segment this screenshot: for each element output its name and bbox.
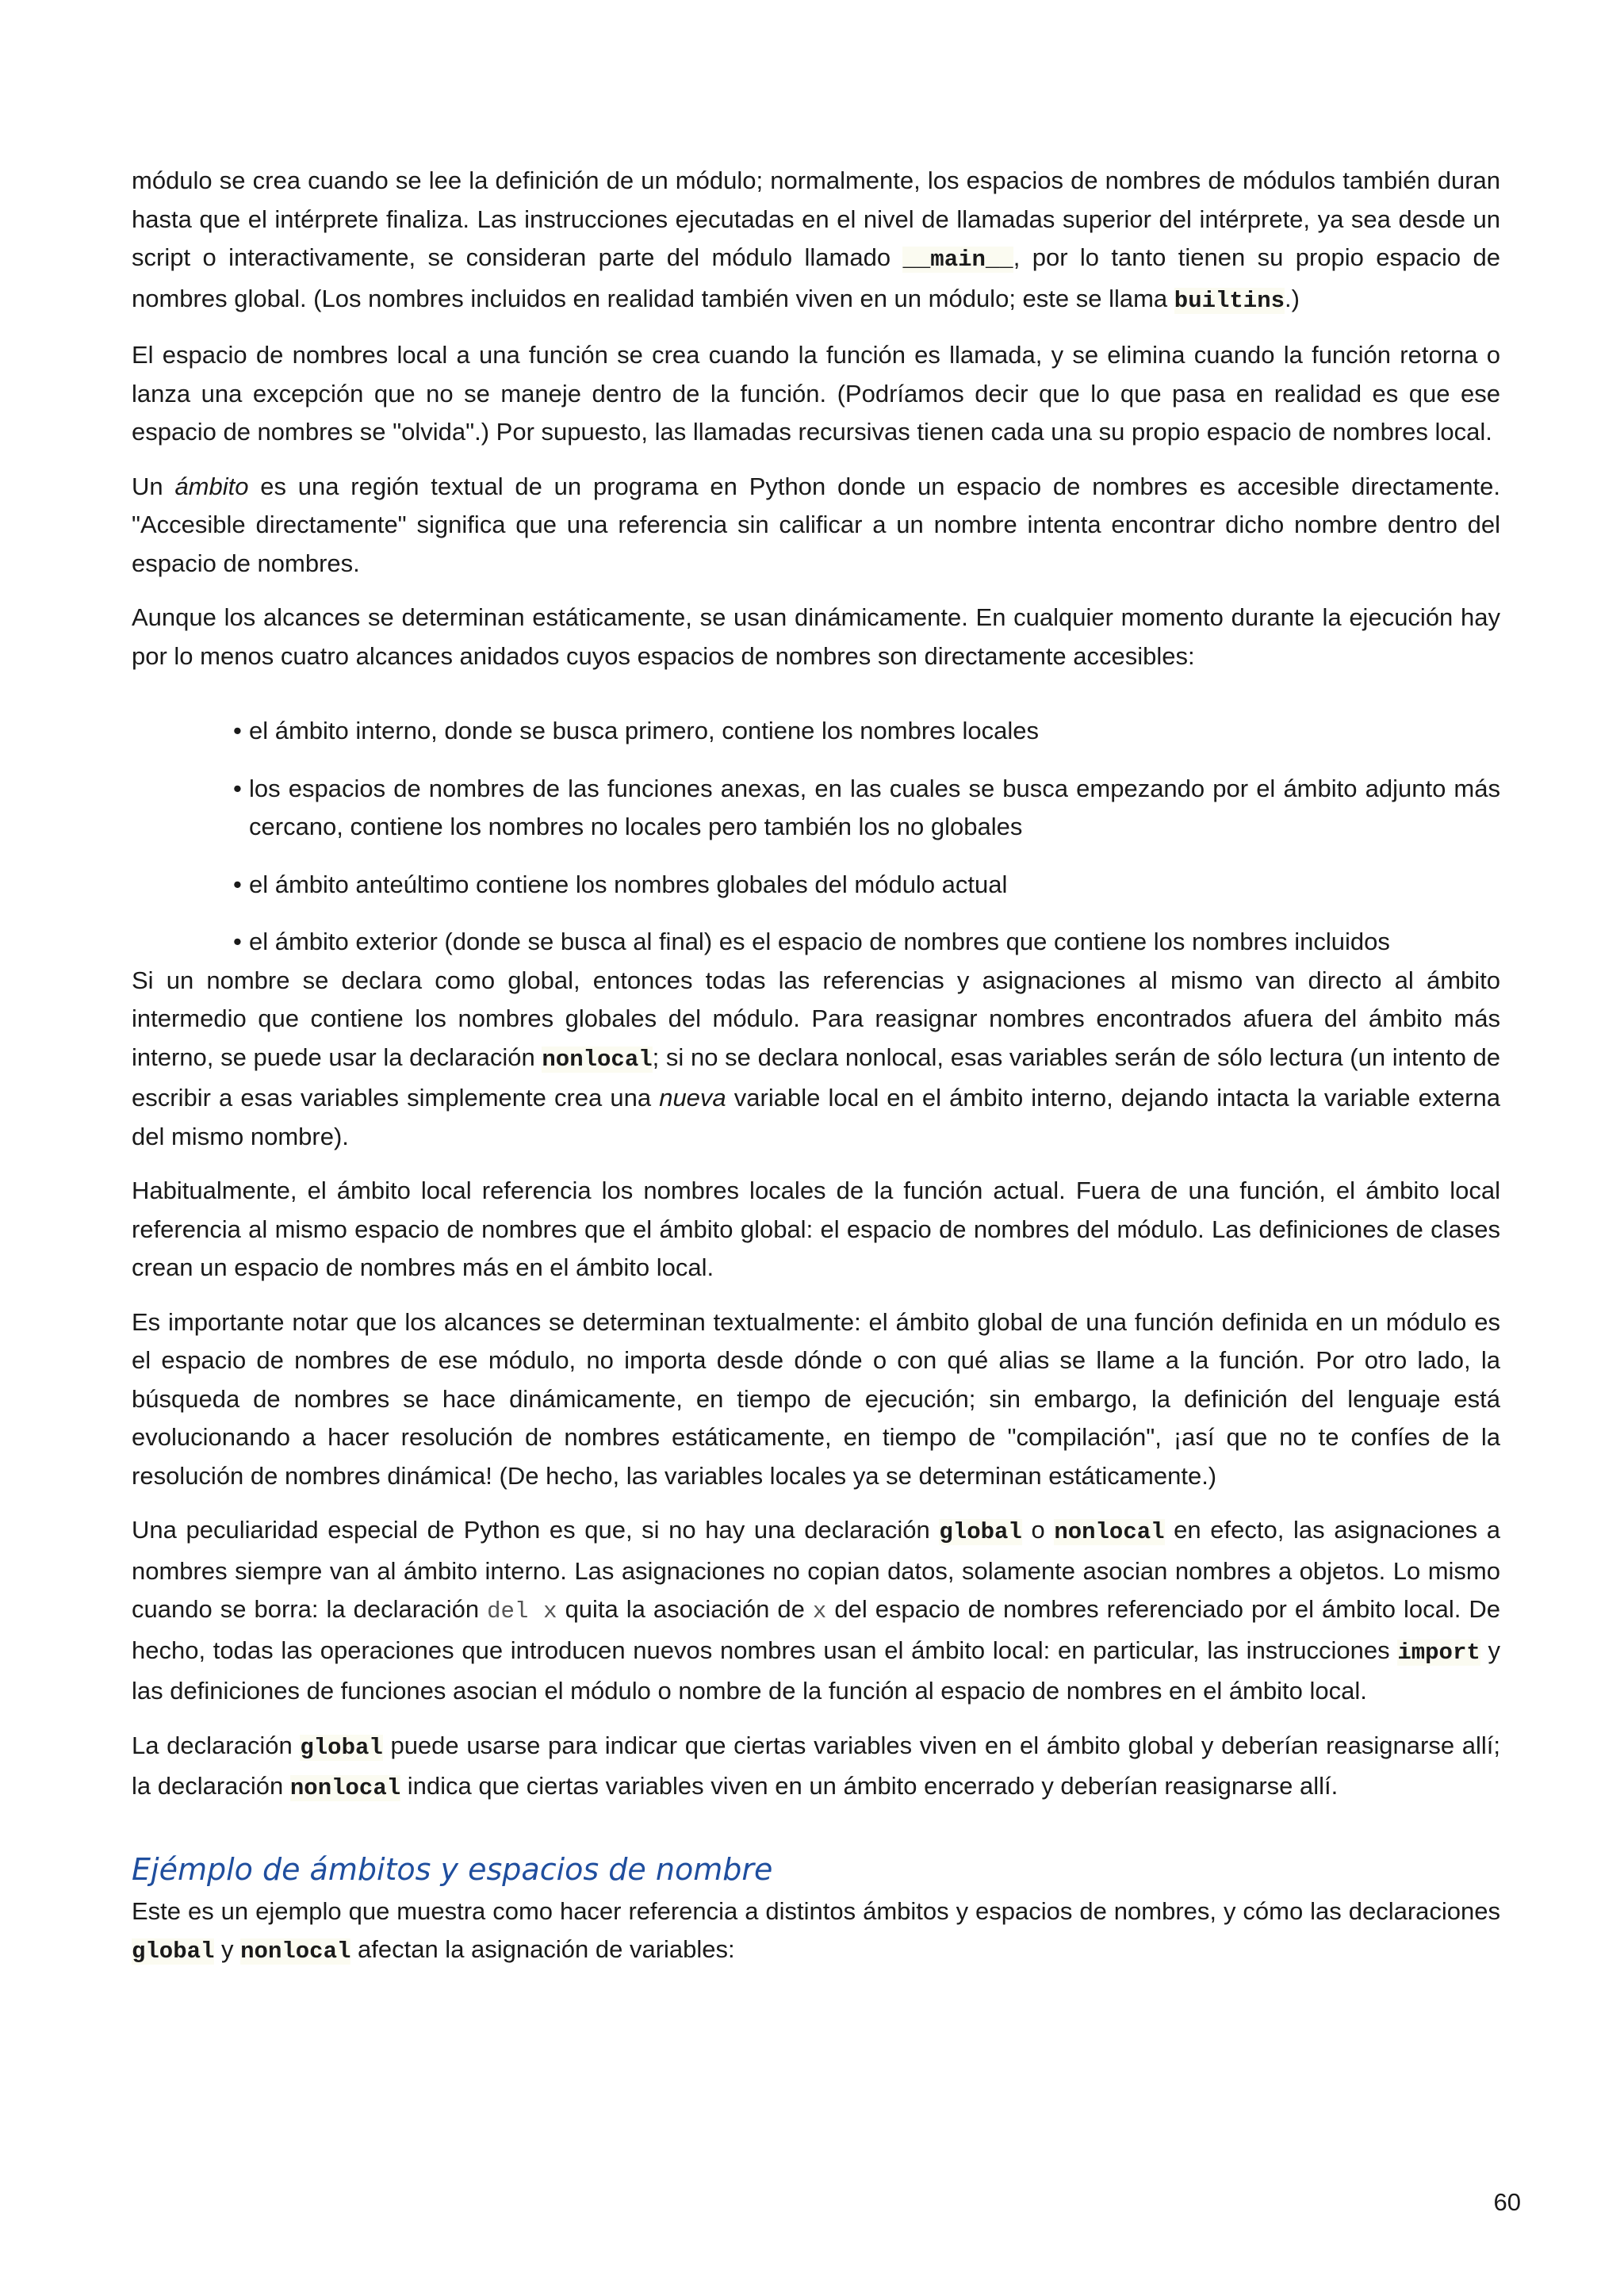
code-nonlocal: nonlocal <box>1054 1519 1165 1545</box>
paragraph-textual-scopes: Es importante notar que los alcances se determinan textualmente: el ámbito global de una función definida en un módulo es el espacio de nombres de ese módulo, no importa desde dónde o con qué alias se llame a la función. Por otro lado, la búsqueda de nombres se hace dinámicamente, en tiempo de ejecución; sin embargo, la definición del lenguaje está evolucionando a hacer resolución de nombres estáticamente, en tiempo de "compilación", ¡así que no te confíes de la resolución de nombres dinámica! (De hecho, las variables locales ya se determinan estáticamente.) <box>132 1307 1500 1490</box>
text-run: ; si no se declara nonlocal, esas variables serán de sólo lectura (un intento de escribir a esas variables simplemente crea una <box>132 1043 1500 1112</box>
list-item: • el ámbito anteúltimo contiene los nombres globales del módulo actual <box>233 866 1500 905</box>
code-nonlocal: nonlocal <box>240 1938 351 1965</box>
code-del-x: del x <box>487 1598 557 1624</box>
list-item: • el ámbito interno, donde se busca primero, contiene los nombres locales <box>233 712 1500 751</box>
text-run: indica que ciertas variables viven en un ámbito encerrado y deberían reasignarse allí. <box>400 1772 1339 1800</box>
paragraph-global-declaration <box>132 962 1500 1157</box>
paragraph-scope-definition <box>132 468 1500 584</box>
list-item: • los espacios de nombres de las funciones anexas, en las cuales se busca empezando por el ámbito adjunto más cercano, contiene los nombres no locales pero también los no globales <box>233 770 1500 847</box>
emphasis-ambito: ámbito <box>174 472 249 500</box>
text-run: , por lo tanto tienen su propio espacio de nombres global. (Los nombres incluidos en realidad también viven en un módulo; este se llama <box>132 243 1500 312</box>
code-nonlocal: nonlocal <box>542 1046 653 1073</box>
code-global: global <box>300 1734 383 1761</box>
text-run: puede usarse para indicar que ciertas variables viven en el ámbito global y deberían reasignarse allí; la declaración <box>132 1731 1500 1800</box>
scopes-list <box>132 712 1500 962</box>
paragraph-global-nonlocal <box>132 1727 1500 1808</box>
text-run: .) <box>1285 284 1300 312</box>
text-run: o <box>1021 1516 1055 1544</box>
text-run: quita la asociación de <box>557 1595 813 1623</box>
text-run: módulo se crea cuando se lee la definición de un módulo; normalmente, los espacios de nombres de módulos también duran hasta que el intérprete finaliza. Las instrucciones ejecutadas en el nivel de llamadas superior del intérprete, ya sea desde un script o interactivamente, se consideran parte del módulo llamado <box>132 166 1500 271</box>
document-page <box>132 162 1500 1988</box>
paragraph-local-namespace: El espacio de nombres local a una función se crea cuando la función es llamada, y se elimina cuando la función retorna o lanza una excepción que no se maneje dentro de la función. (Podríamos decir que lo que pasa en realidad es que ese espacio de nombres se "olvida".) Por supuesto, las llamadas recursivas tienen cada una su propio espacio de nombres local. <box>132 341 1500 446</box>
list-item: • el ámbito exterior (donde se busca al final) es el espacio de nombres que contiene los nombres incluidos <box>233 923 1500 962</box>
page-number: 60 <box>1493 2188 1521 2216</box>
text-run: del espacio de nombres referenciado por el ámbito local. De hecho, todas las operaciones que introducen nuevos nombres usan el ámbito local: en particular, las instrucciones <box>132 1595 1501 1664</box>
code-x: x <box>812 1598 827 1624</box>
text-run: afectan la asignación de variables: <box>350 1935 735 1963</box>
paragraph-example-intro <box>132 1892 1500 1972</box>
code-builtins: builtins <box>1174 287 1285 314</box>
code-nonlocal: nonlocal <box>289 1775 401 1801</box>
paragraph-module-namespace <box>132 162 1500 320</box>
text-run: en efecto, las asignaciones a nombres siempre van al ámbito interno. Las asignaciones no copian datos, solamente asocian nombres a objetos. Lo mismo cuando se borra: la declaración <box>132 1516 1501 1623</box>
text-run: es una región textual de un programa en Python donde un espacio de nombres es accesible directamente. "Accesible directamente" significa que una referencia sin calificar a un nombre intenta encontrar dicho nombre dentro del espacio de nombres. <box>132 472 1500 577</box>
text-run: Un <box>132 472 175 500</box>
code-import: import <box>1397 1639 1480 1666</box>
text-run: Si un nombre se declara como global, entonces todas las referencias y asignaciones al mismo van directo al ámbito intermedio que contiene los nombres globales del módulo. Para reasignar nombres encontrados afuera del ámbito más interno, se puede usar la declaración <box>132 966 1500 1071</box>
paragraph-nested-scopes: Aunque los alcances se determinan estáticamente, se usan dinámicamente. En cualquier momento durante la ejecución hay por lo menos cuatro alcances anidados cuyos espacios de nombres son directamente accesibles: <box>132 603 1500 670</box>
emphasis-nueva: nueva <box>659 1084 726 1112</box>
section-heading: Ejémplo de ámbitos y espacios de nombre <box>132 1851 773 1887</box>
code-global: global <box>132 1938 215 1965</box>
text-run: La declaración <box>132 1731 301 1759</box>
code-global: global <box>939 1519 1022 1545</box>
text-run: y <box>214 1935 241 1963</box>
text-run: Una peculiaridad especial de Python es que, si no hay una declaración <box>132 1516 940 1544</box>
text-run: y las definiciones de funciones asocian el módulo o nombre de la función al espacio de nombres en el ámbito local. <box>132 1636 1500 1705</box>
text-run: variable local en el ámbito interno, dejando intacta la variable externa del mismo nombre). <box>132 1084 1500 1150</box>
paragraph-python-quirk <box>132 1511 1500 1711</box>
text-run: Este es un ejemplo que muestra como hacer referencia a distintos ámbitos y espacios de nombres, y cómo las declaraciones <box>132 1896 1500 1925</box>
paragraph-local-scope: Habitualmente, el ámbito local referencia los nombres locales de la función actual. Fuera de una función, el ámbito local referencia al mismo espacio de nombres que el ámbito global: el espacio de nombres del módulo. Las definiciones de clases crean un espacio de nombres más en el ámbito local. <box>132 1177 1500 1281</box>
code-main: __main__ <box>902 247 1013 273</box>
